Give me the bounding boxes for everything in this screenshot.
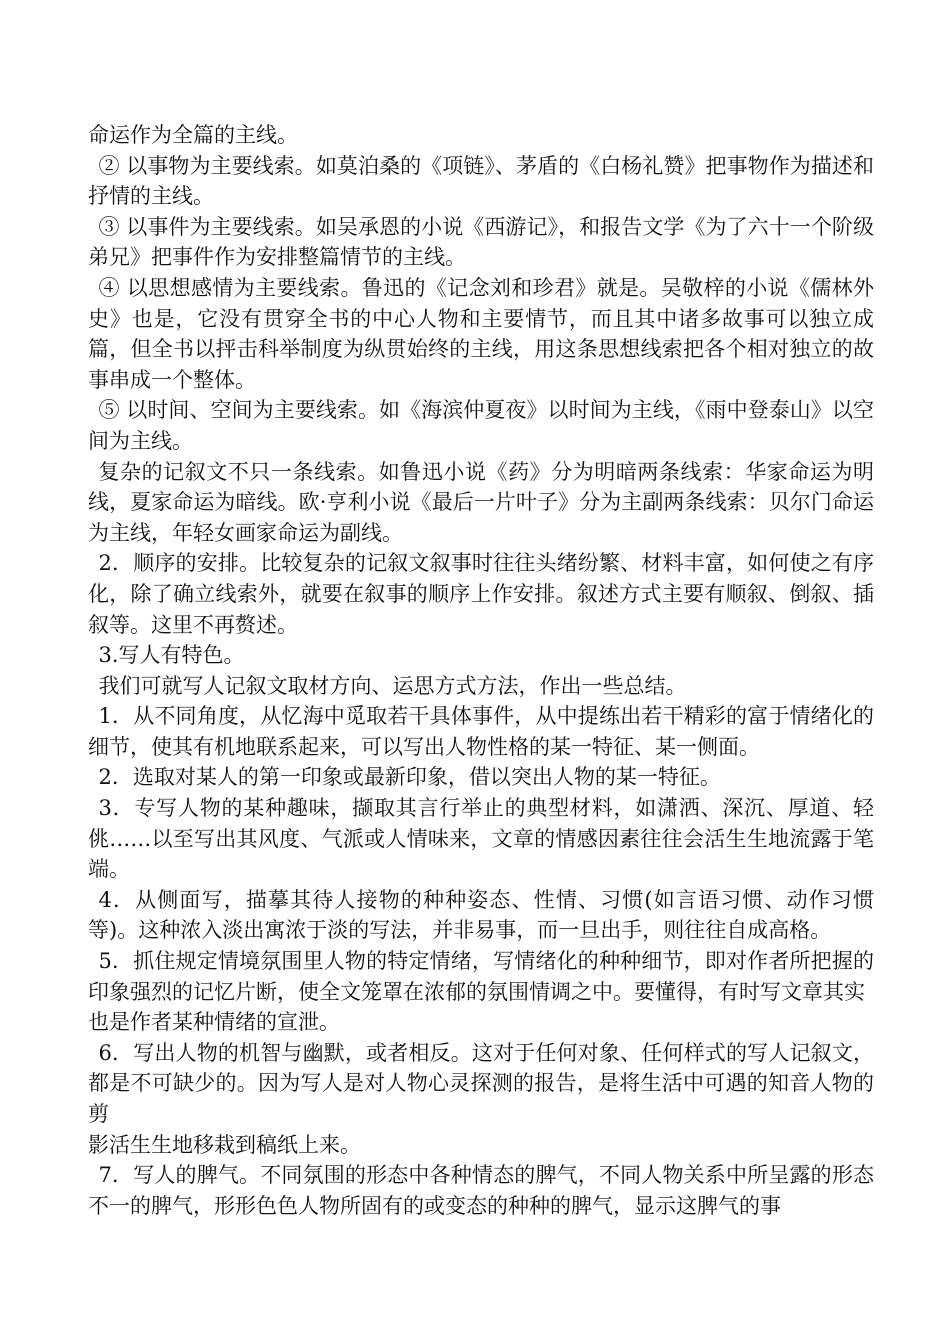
paragraph-13: 4．从侧面写，描摹其待人接物的种种姿态、性情、习惯(如言语习惯、动作习惯等)。这种浓入淡出寓浓于淡的写法，并非易事，而一旦出手，则往往自成高格。 bbox=[88, 887, 874, 943]
paragraph-6: 复杂的记叙文不只一条线索。如鲁迅小说《药》分为明暗两条线索：华家命运为明线，夏家命运为暗线。欧·亨利小说《最后一片叶子》分为主副两条线索：贝尔门命运为主线，年轻女画家命运为副线。 bbox=[88, 459, 875, 545]
paragraph-8: 3.写人有特色。 bbox=[98, 643, 245, 668]
paragraph-18: 7．写人的脾气。不同氛围的形态中各种情态的脾气，不同人物关系中所呈露的形态不一的脾气，形形色色人物所固有的或变态的种种的脾气，显示这脾气的事 bbox=[88, 1163, 874, 1218]
paragraph-5: ⑤ 以时间、空间为主要线索。如《海滨仲夏夜》以时间为主线，《雨中登泰山》以空间为主线。 bbox=[88, 398, 874, 453]
paragraph-15: 也是作者某种情绪的宣泄。 bbox=[88, 1010, 340, 1035]
paragraph-9: 我们可就写人记叙文取材方向、运思方式方法，作出一些总结。 bbox=[98, 673, 687, 698]
paragraph-1: 命运作为全篇的主线。 bbox=[88, 123, 298, 147]
paragraph-2: ② 以事物为主要线索。如莫泊桑的《项链》、茅盾的《白杨礼赞》把事物作为描述和抒情的主线。 bbox=[88, 153, 874, 209]
paragraph-16: 6．写出人物的机智与幽默，或者相反。这对于任何对象、任何样式的写人记叙文，都是不可缺少的。因为写人是对人物心灵探测的报告，是将生活中可遇的知音人物的剪 bbox=[88, 1040, 874, 1126]
paragraph-11: 2．选取对某人的第一印象或最新印象，借以突出人物的某一特征。 bbox=[98, 765, 721, 790]
paragraph-12: 3．专写人物的某种趣味，撷取其言行举止的典型材料，如潇洒、深沉、厚道、轻佻……以至写出其风度、气派或人情味来，文章的情感因素往往会活生生地流露于笔端。 bbox=[88, 796, 874, 882]
paragraph-10: 1．从不同角度，从忆海中觅取若干具体事件，从中提练出若干精彩的富于情绪化的细节，使其有机地联系起来，可以写出人物性格的某一特征、某一侧面。 bbox=[88, 704, 874, 759]
paragraph-3: ③ 以事件为主要线索。如吴承恩的小说《西游记》，和报告文学《为了六十一个阶级弟兄》把事件作为安排整篇情节的主线。 bbox=[88, 214, 874, 270]
document-body bbox=[88, 120, 874, 1221]
paragraph-7: 2．顺序的安排。比较复杂的记叙文叙事时往往头绪纷繁、材料丰富，如何使之有序化，除了确立线索外，就要在叙事的顺序上作安排。叙述方式主要有顺叙、倒叙、插叙等。这里不再赘述。 bbox=[88, 551, 874, 637]
paragraph-17: 影活生生地移栽到稿纸上来。 bbox=[88, 1132, 361, 1157]
paragraph-4: ④ 以思想感情为主要线索。鲁迅的《记念刘和珍君》就是。吴敬梓的小说《儒林外史》也是，它没有贯穿全书的中心人物和主要情节，而且其中诸多故事可以独立成篇，但全书以抨击科举制度为纵贯始终的主线，用这条思想线索把各个相对独立的故事串成一个整体。 bbox=[88, 275, 874, 392]
paragraph-14: 5．抓住规定情境氛围里人物的特定情绪，写情绪化的种种细节，即对作者所把握的印象强烈的记忆片断，使全文笼罩在浓郁的氛围情调之中。要懂得，有时写文章其实 bbox=[88, 949, 874, 1004]
